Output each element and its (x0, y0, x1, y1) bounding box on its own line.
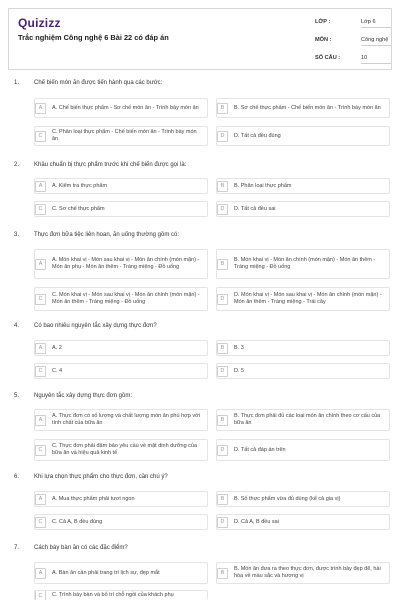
option-letter: C (35, 204, 46, 215)
meta-question-count (315, 55, 391, 64)
meta-label: LỚP : (315, 19, 331, 25)
option-letter: A (35, 181, 46, 192)
option-text: B. Món khai vị - Món ăn chính (món mặn) - Món ăn thêm - Tráng miệng - Đồ uống (234, 257, 376, 270)
option-letter: C (35, 517, 46, 528)
question-number: 2. (14, 162, 20, 168)
option-text: C. Sơ chế thực phẩm (52, 205, 105, 212)
option-text: B. Thực đơn phải đủ các loại món ăn chính theo cơ cấu của bữa ăn (234, 413, 381, 426)
option-a[interactable] (34, 249, 208, 279)
option-a[interactable] (34, 98, 208, 118)
option-text: A. 2 (52, 344, 62, 351)
option-d[interactable] (216, 514, 390, 530)
option-letter: B (217, 415, 228, 426)
quizizz-logo: Quizizz (18, 16, 61, 30)
option-letter: A (35, 103, 46, 114)
option-c[interactable] (34, 514, 208, 530)
option-d[interactable] (216, 363, 390, 379)
option-text: C. Phân loại thực phẩm - Chế biến món ăn - Trình bày món ăn (52, 129, 197, 142)
question-number: 1. (14, 80, 20, 86)
option-text: A. Kiểm tra thực phẩm (52, 182, 108, 189)
option-text: C. Món khai vị - Món sau khai vị - Món ăn chính (món mặn) - Món ăn thêm - Tráng miệng - Đồ uống (52, 292, 200, 305)
option-letter: D (217, 445, 228, 456)
meta-label: MÔN : (315, 37, 332, 43)
question-text: Chế biến món ăn được tiến hành qua các bước: (34, 80, 163, 86)
question-text: Nguyên tắc xây dựng thực đơn gồm: (34, 393, 133, 399)
option-c[interactable] (34, 287, 208, 311)
option-letter: D (217, 366, 228, 377)
option-b[interactable] (216, 249, 390, 279)
option-letter: B (217, 259, 228, 270)
question-number: 6. (14, 474, 20, 480)
option-a[interactable] (34, 491, 208, 507)
option-letter: B (217, 181, 228, 192)
question-number: 3. (14, 232, 20, 238)
option-b[interactable] (216, 491, 390, 507)
page-title: Trắc nghiệm Công nghệ 6 Bài 22 có đáp án (18, 33, 169, 42)
option-text: C. Thực đơn phải đảm bảo yêu cầu về mặt dinh dưỡng của bữa ăn và hiệu quả kinh tế (52, 443, 198, 456)
option-letter: D (217, 131, 228, 142)
option-b[interactable] (216, 98, 390, 118)
worksheet-header (8, 8, 392, 70)
option-b[interactable] (216, 409, 390, 431)
question-text: Có bao nhiêu nguyên tắc xây dựng thực đơn? (34, 323, 157, 329)
option-letter: B (217, 343, 228, 354)
option-letter: A (35, 259, 46, 270)
meta-value: 10 (361, 55, 391, 64)
option-a[interactable] (34, 409, 208, 431)
option-letter: A (35, 343, 46, 354)
option-text: D. Tất cả đáp án trên (234, 446, 286, 453)
option-letter: C (35, 294, 46, 305)
option-letter: B (217, 568, 228, 579)
question-number: 7. (14, 545, 20, 551)
option-d[interactable] (216, 126, 390, 146)
meta-label: SỐ CÂU : (315, 55, 341, 61)
option-b[interactable] (216, 340, 390, 356)
option-letter: C (35, 366, 46, 377)
option-text: D. Tất cả đều đúng (234, 132, 281, 139)
option-text: D. 5 (234, 367, 245, 374)
option-text: D. Tất cả đều sai (234, 205, 276, 212)
option-text: A. Thực đơn có số lượng và chất lượng món ăn phù hợp với tính chất của bữa ăn (52, 413, 200, 426)
option-c[interactable] (34, 126, 208, 146)
option-letter: D (217, 294, 228, 305)
option-c[interactable] (34, 201, 208, 217)
option-text: B. Sơ chế thực phẩm - Chế biến món ăn - Trình bày món ăn (234, 104, 381, 111)
option-text: A. Bàn ăn cần phải trang trí lịch sự, đẹp mắt (52, 569, 160, 576)
option-letter: A (35, 494, 46, 505)
option-d[interactable] (216, 287, 390, 311)
option-letter: D (217, 204, 228, 215)
option-text: D. Cả A, B đều sai (234, 518, 279, 525)
option-c[interactable] (34, 363, 208, 379)
option-letter: A (35, 415, 46, 426)
option-letter: B (217, 494, 228, 505)
option-text: B. 3 (234, 344, 244, 351)
option-d[interactable] (216, 439, 390, 461)
meta-value: Công nghệ (361, 37, 391, 46)
option-text: B. Số thực phẩm vừa đủ dùng (kể cả gia vị) (234, 495, 341, 502)
option-text: A. Mua thực phẩm phải tươi ngon (52, 495, 135, 502)
question-number: 5. (14, 393, 20, 399)
meta-value: Lớp 6 (361, 19, 391, 28)
question-text: Khi lựa chọn thực phẩm cho thực đơn, cần chú ý? (34, 474, 168, 480)
option-text: B. Phân loại thực phẩm (234, 182, 292, 189)
question-text: Khâu chuẩn bị thực phẩm trước khi chế biến được gọi là: (34, 162, 187, 168)
option-letter: B (217, 103, 228, 114)
option-letter: D (217, 517, 228, 528)
option-a[interactable] (34, 178, 208, 194)
option-letter: C (35, 131, 46, 142)
option-letter: C (35, 590, 46, 600)
option-letter: C (35, 445, 46, 456)
option-text: B. Món ăn đưa ra theo thực đơn, được trình bày đẹp đẽ, hài hòa về màu sắc và hương vị (234, 566, 381, 579)
option-b[interactable] (216, 562, 390, 584)
question-number: 4. (14, 323, 20, 329)
option-text: A. Chế biến thực phẩm - Sơ chế món ăn - Trình bày món ăn (52, 104, 199, 111)
option-text: A. Món khai vị - Món sau khai vị - Món ăn chính (món mặn) - Món ăn phụ - Món ăn thêm - Tráng miệng - Đồ uống (52, 257, 200, 270)
question-text: Cách bày bàn ăn có các đặc điểm? (34, 545, 128, 551)
option-text: C. 4 (52, 367, 63, 374)
option-letter: A (35, 568, 46, 579)
option-d[interactable] (216, 201, 390, 217)
option-text: D. Món khai vị - Món sau khai vị - Món ăn chính (món mặn) - Món ăn thêm - Tráng miệng - Trái cây (234, 292, 382, 305)
option-c[interactable] (34, 439, 208, 461)
option-b[interactable] (216, 178, 390, 194)
option-a[interactable] (34, 340, 208, 356)
option-c[interactable] (34, 590, 208, 600)
meta-subject (315, 37, 391, 46)
option-text: C. Cả A, B đều đúng (52, 518, 103, 525)
question-text: Thực đơn bữa tiệc liên hoan, ăn uống thường gồm có: (34, 232, 180, 238)
option-text: C. Trình bày bàn và bố trí chỗ ngồi của khách phụ (52, 592, 174, 598)
option-a[interactable] (34, 562, 208, 584)
meta-class (315, 19, 391, 28)
